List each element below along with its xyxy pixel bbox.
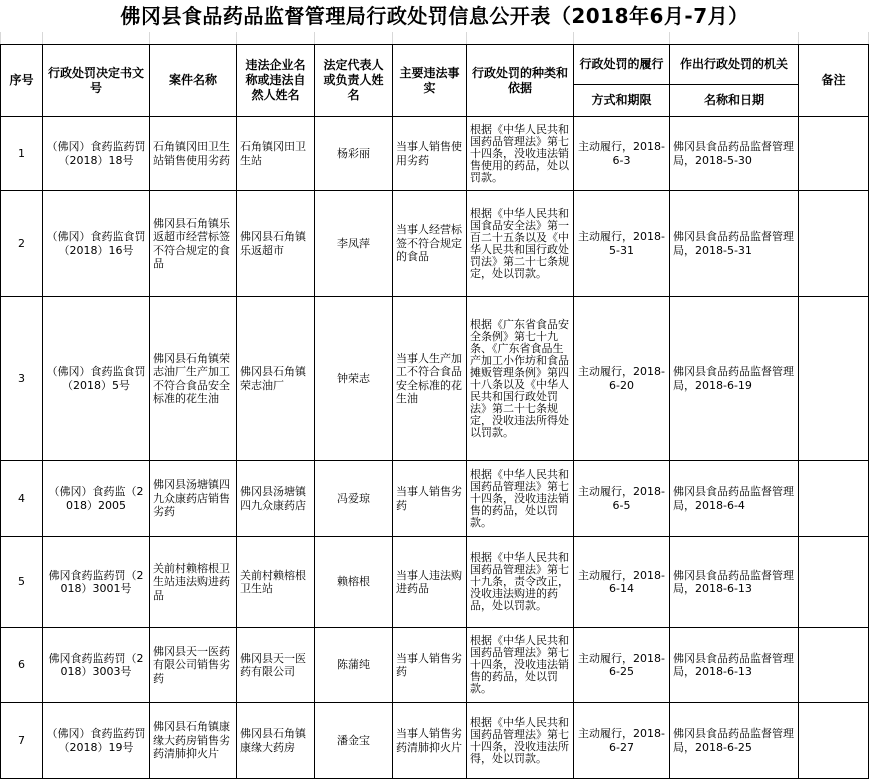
cell-rep: 陈蒲纯 — [315, 628, 393, 703]
header-execution: 行政处罚的履行 — [574, 45, 670, 85]
cell-seq: 7 — [1, 703, 43, 779]
cell-remark — [799, 461, 869, 537]
cell-agency: 佛冈县食品药品监督管理局，2018-5-31 — [670, 191, 799, 297]
cell-remark — [799, 537, 869, 628]
table-row — [1, 461, 869, 537]
cell-remark — [799, 297, 869, 461]
cell-facts: 当事人销售劣药 — [393, 461, 467, 537]
page-title: 佛冈县食品药品监督管理局行政处罚信息公开表（2018年6月-7月） — [120, 4, 749, 28]
header-penalty: 行政处罚的种类和依据 — [467, 45, 574, 117]
cell-agency: 佛冈县食品药品监督管理局，2018-6-4 — [670, 461, 799, 537]
cell-decision-no: 佛冈食药监药罚（2018）3001号 — [43, 537, 150, 628]
cell-case-name: 佛冈县天一医药有限公司销售劣药 — [150, 628, 237, 703]
header-row — [1, 45, 869, 85]
cell-penalty: 根据《中华人民共和国食品安全法》第一百二十五条以及《中华人民共和国行政处罚法》第二十七条规定，处以罚款。 — [467, 191, 574, 297]
cell-decision-no: （佛冈）食药监药罚（2018）18号 — [43, 117, 150, 191]
cell-penalty: 根据《中华人民共和国药品管理法》第七十四条，没收违法销售的药品，处以罚款。 — [467, 461, 574, 537]
cell-decision-no: 佛冈食药监药罚（2018）3003号 — [43, 628, 150, 703]
cell-seq: 5 — [1, 537, 43, 628]
cell-facts: 当事人销售劣药 — [393, 628, 467, 703]
cell-facts: 当事人销售劣药清肺抑火片 — [393, 703, 467, 779]
cell-seq: 4 — [1, 461, 43, 537]
cell-penalty: 根据《中华人民共和国药品管理法》第七十四条，没收违法销售使用的药品，处以罚款。 — [467, 117, 574, 191]
cell-facts: 当事人销售使用劣药 — [393, 117, 467, 191]
cell-party: 佛冈县天一医药有限公司 — [237, 628, 315, 703]
header-remark: 备注 — [799, 45, 869, 117]
cell-case-name: 石角镇冈田卫生站销售使用劣药 — [150, 117, 237, 191]
cell-party: 石角镇冈田卫生站 — [237, 117, 315, 191]
cell-execution: 主动履行，2018-6-25 — [574, 628, 670, 703]
cell-execution: 主动履行，2018-6-5 — [574, 461, 670, 537]
table-row — [1, 297, 869, 461]
header-rep: 法定代表人或负责人姓名 — [315, 45, 393, 117]
cell-party: 佛冈县石角镇荣志油厂 — [237, 297, 315, 461]
header-agency-sub: 名称和日期 — [670, 85, 799, 117]
cell-remark — [799, 628, 869, 703]
table-row — [1, 117, 869, 191]
cell-seq: 6 — [1, 628, 43, 703]
header-party: 违法企业名称或违法自然人姓名 — [237, 45, 315, 117]
cell-facts: 当事人生产加工不符合食品安全标准的花生油 — [393, 297, 467, 461]
header-facts: 主要违法事实 — [393, 45, 467, 117]
header-case-name: 案件名称 — [150, 45, 237, 117]
cell-agency: 佛冈县食品药品监督管理局，2018-6-13 — [670, 628, 799, 703]
cell-seq: 2 — [1, 191, 43, 297]
cell-seq: 3 — [1, 297, 43, 461]
cell-case-name: 佛冈县石角镇康缘大药房销售劣药清肺抑火片 — [150, 703, 237, 779]
cell-rep: 钟荣志 — [315, 297, 393, 461]
cell-decision-no: （佛冈）食药监（2018）2005 — [43, 461, 150, 537]
cell-agency: 佛冈县食品药品监督管理局，2018-6-13 — [670, 537, 799, 628]
cell-penalty: 根据《中华人民共和国药品管理法》第七十九条，责令改正，没收违法购进的药品，处以罚款。 — [467, 537, 574, 628]
cell-case-name: 佛冈县汤塘镇四九众康药店销售劣药 — [150, 461, 237, 537]
cell-agency: 佛冈县食品药品监督管理局，2018-5-30 — [670, 117, 799, 191]
header-seq: 序号 — [1, 45, 43, 117]
spreadsheet-spacer-row — [0, 32, 869, 44]
cell-seq: 1 — [1, 117, 43, 191]
cell-penalty: 根据《中华人民共和国药品管理法》第七十四条，没收违法销售的药品，处以罚款。 — [467, 628, 574, 703]
cell-case-name: 佛冈县石角镇乐返超市经营标签不符合规定的食品 — [150, 191, 237, 297]
cell-decision-no: （佛冈）食药监食罚（2018）5号 — [43, 297, 150, 461]
cell-execution: 主动履行，2018-6-27 — [574, 703, 670, 779]
cell-rep: 赖榕根 — [315, 537, 393, 628]
cell-facts: 当事人违法购进药品 — [393, 537, 467, 628]
header-decision-no: 行政处罚决定书文号 — [43, 45, 150, 117]
cell-decision-no: （佛冈）食药监食罚（2018）16号 — [43, 191, 150, 297]
cell-rep: 潘金宝 — [315, 703, 393, 779]
table-row — [1, 191, 869, 297]
header-execution-sub: 方式和期限 — [574, 85, 670, 117]
cell-remark — [799, 191, 869, 297]
table-row — [1, 703, 869, 779]
cell-execution: 主动履行，2018-5-31 — [574, 191, 670, 297]
cell-case-name: 佛冈县石角镇荣志油厂生产加工不符合食品安全标准的花生油 — [150, 297, 237, 461]
cell-agency: 佛冈县食品药品监督管理局，2018-6-25 — [670, 703, 799, 779]
cell-rep: 李凤萍 — [315, 191, 393, 297]
cell-party: 佛冈县石角镇乐返超市 — [237, 191, 315, 297]
cell-rep: 杨彩丽 — [315, 117, 393, 191]
cell-execution: 主动履行，2018-6-14 — [574, 537, 670, 628]
cell-execution: 主动履行，2018-6-20 — [574, 297, 670, 461]
cell-rep: 冯爱琼 — [315, 461, 393, 537]
penalty-table — [0, 44, 869, 779]
table-row — [1, 537, 869, 628]
cell-party: 佛冈县汤塘镇四九众康药店 — [237, 461, 315, 537]
cell-facts: 当事人经营标签不符合规定的食品 — [393, 191, 467, 297]
table-row — [1, 628, 869, 703]
cell-case-name: 关前村赖榕根卫生站违法购进药品 — [150, 537, 237, 628]
cell-remark — [799, 117, 869, 191]
cell-decision-no: （佛冈）食药监药罚（2018）19号 — [43, 703, 150, 779]
cell-penalty: 根据《广东省食品安全条例》第七十九条、《广东省食品生产加工小作坊和食品摊贩管理条例》第四十八条以及《中华人民共和国行政处罚法》第二十七条规定，没收违法所得处以罚款。 — [467, 297, 574, 461]
header-agency: 作出行政处罚的机关 — [670, 45, 799, 85]
cell-party: 关前村赖榕根卫生站 — [237, 537, 315, 628]
cell-execution: 主动履行，2018-6-3 — [574, 117, 670, 191]
cell-remark — [799, 703, 869, 779]
cell-penalty: 根据《中华人民共和国药品管理法》第七十四条，没收违法所得，处以罚款。 — [467, 703, 574, 779]
cell-party: 佛冈县石角镇康缘大药房 — [237, 703, 315, 779]
cell-agency: 佛冈县食品药品监督管理局，2018-6-19 — [670, 297, 799, 461]
